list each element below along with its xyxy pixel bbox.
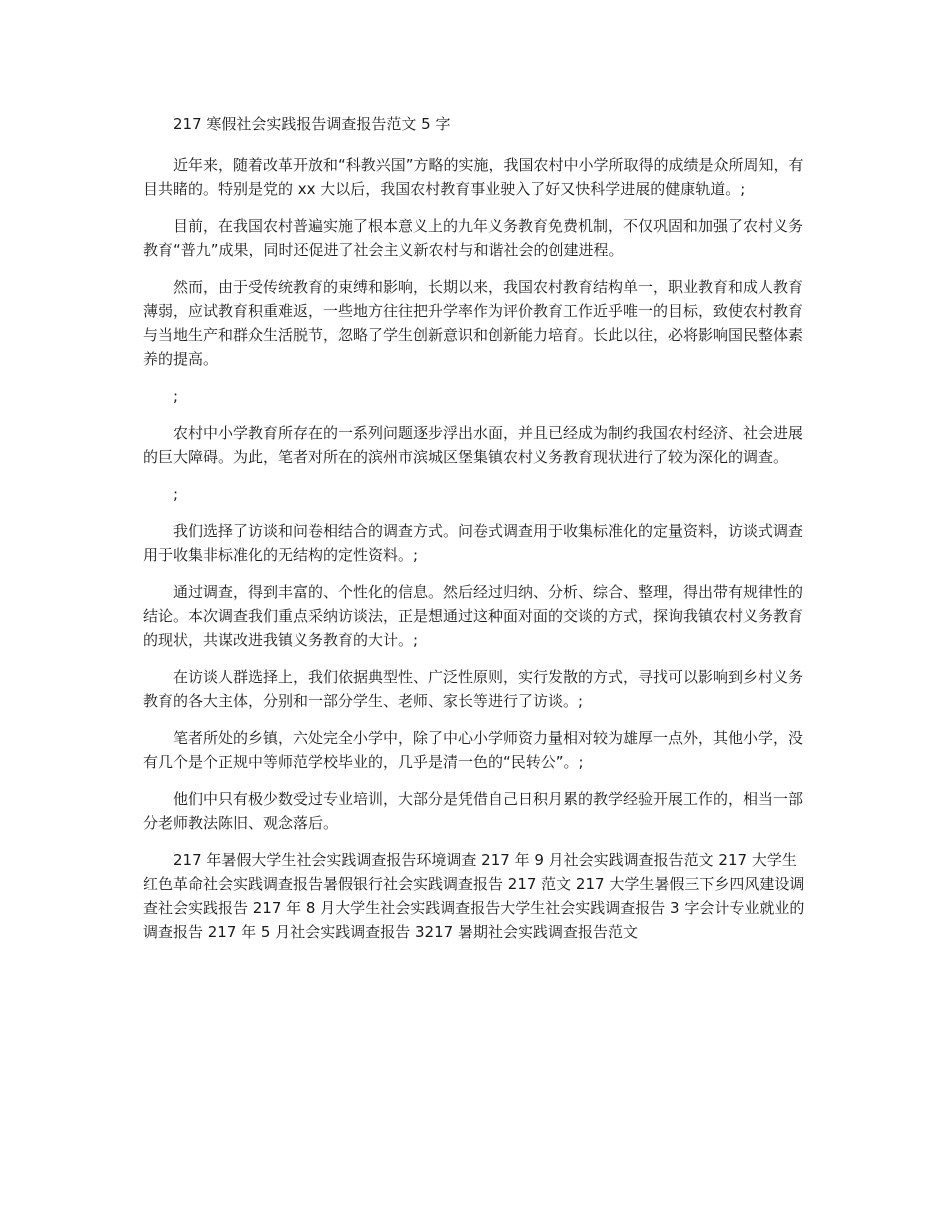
paragraph-free-education: 目前，在我国农村普遍实施了根本意义上的九年义务教育免费机制，不仅巩固和加强了农村义务教育“普九”成果，同时还促进了社会主义新农村与和谐社会的创建进程。: [143, 217, 804, 259]
paragraph-teachers: 他们中只有极少数受过专业培训，大部分是凭借自己日积月累的教学经验开展工作的，相当一部分老师教法陈旧、观念落后。: [143, 790, 804, 832]
paragraph-method: 我们选择了访谈和问卷相结合的调查方式。问卷式调查用于收集标准化的定量资料，访谈式调查用于收集非标准化的无结构的定性资料。;: [143, 522, 804, 564]
paragraph-schools: 笔者所处的乡镇，六处完全小学中，除了中心小学师资力量相对较为雄厚一点外，其他小学，没有几个是个正规中等师范学校毕业的，几乎是清一色的“民转公”。;: [143, 729, 804, 771]
paragraph-subjects: 在访谈人群选择上，我们依据典型性、广泛性原则，实行发散的方式，寻找可以影响到乡村义务教育的各大主体，分别和一部分学生、老师、家长等进行了访谈。;: [143, 668, 804, 710]
paragraph-intro: 近年来，随着改革开放和“科教兴国”方略的实施，我国农村中小学所取得的成绩是众所周知，有目共睹的。特别是党的 xx 大以后，我国农村教育事业驶入了好又快科学进展的健康轨道。;: [143, 156, 804, 198]
paragraph-problems: 然而，由于受传统教育的束缚和影响，长期以来，我国农村教育结构单一，职业教育和成人教育薄弱，应试教育积重难返，一些地方往往把升学率作为评价教育工作近乎唯一的目标，致使农村教育与当地生产和群众生活脱节，忽略了学生创新意识和创新能力培育。长此以往，必将影响国民整体素养的提高。: [143, 278, 804, 368]
paragraph-separator: ;: [173, 387, 179, 405]
document-page: [143, 112, 809, 957]
paragraph-related-reports: 217 年暑假大学生社会实践调查报告环境调查 217 年 9 月社会实践调查报告范文 217 大学生红色革命社会实践调查报告暑假银行社会实践调查报告 217 范文 217 大学生暑假三下乡四风建设调查社会实践报告 217 年 8 月大学生社会实践调查报告大学生社会实践调查报告 3 字会计专业就业的调查报告 217 年 5 月社会实践调查报告 3217 暑期社会实践调查报告范文: [143, 851, 805, 941]
paragraph-separator: ;: [173, 485, 179, 503]
paragraph-interview: 通过调查，得到丰富的、个性化的信息。然后经过归纳、分析、综合、整理，得出带有规律性的结论。本次调查我们重点采纳访谈法，正是想通过这种面对面的交谈的方式，探询我镇农村义务教育的现状，共谋改进我镇义务教育的大计。;: [143, 583, 804, 649]
paragraph-investigation: 农村中小学教育所存在的一系列问题逐步浮出水面，并且已经成为制约我国农村经济、社会进展的巨大障碍。为此，笔者对所在的滨州市滨城区堡集镇农村义务教育现状进行了较为深化的调查。: [143, 424, 804, 466]
document-title: 217 寒假社会实践报告调查报告范文 5 字: [173, 115, 451, 133]
